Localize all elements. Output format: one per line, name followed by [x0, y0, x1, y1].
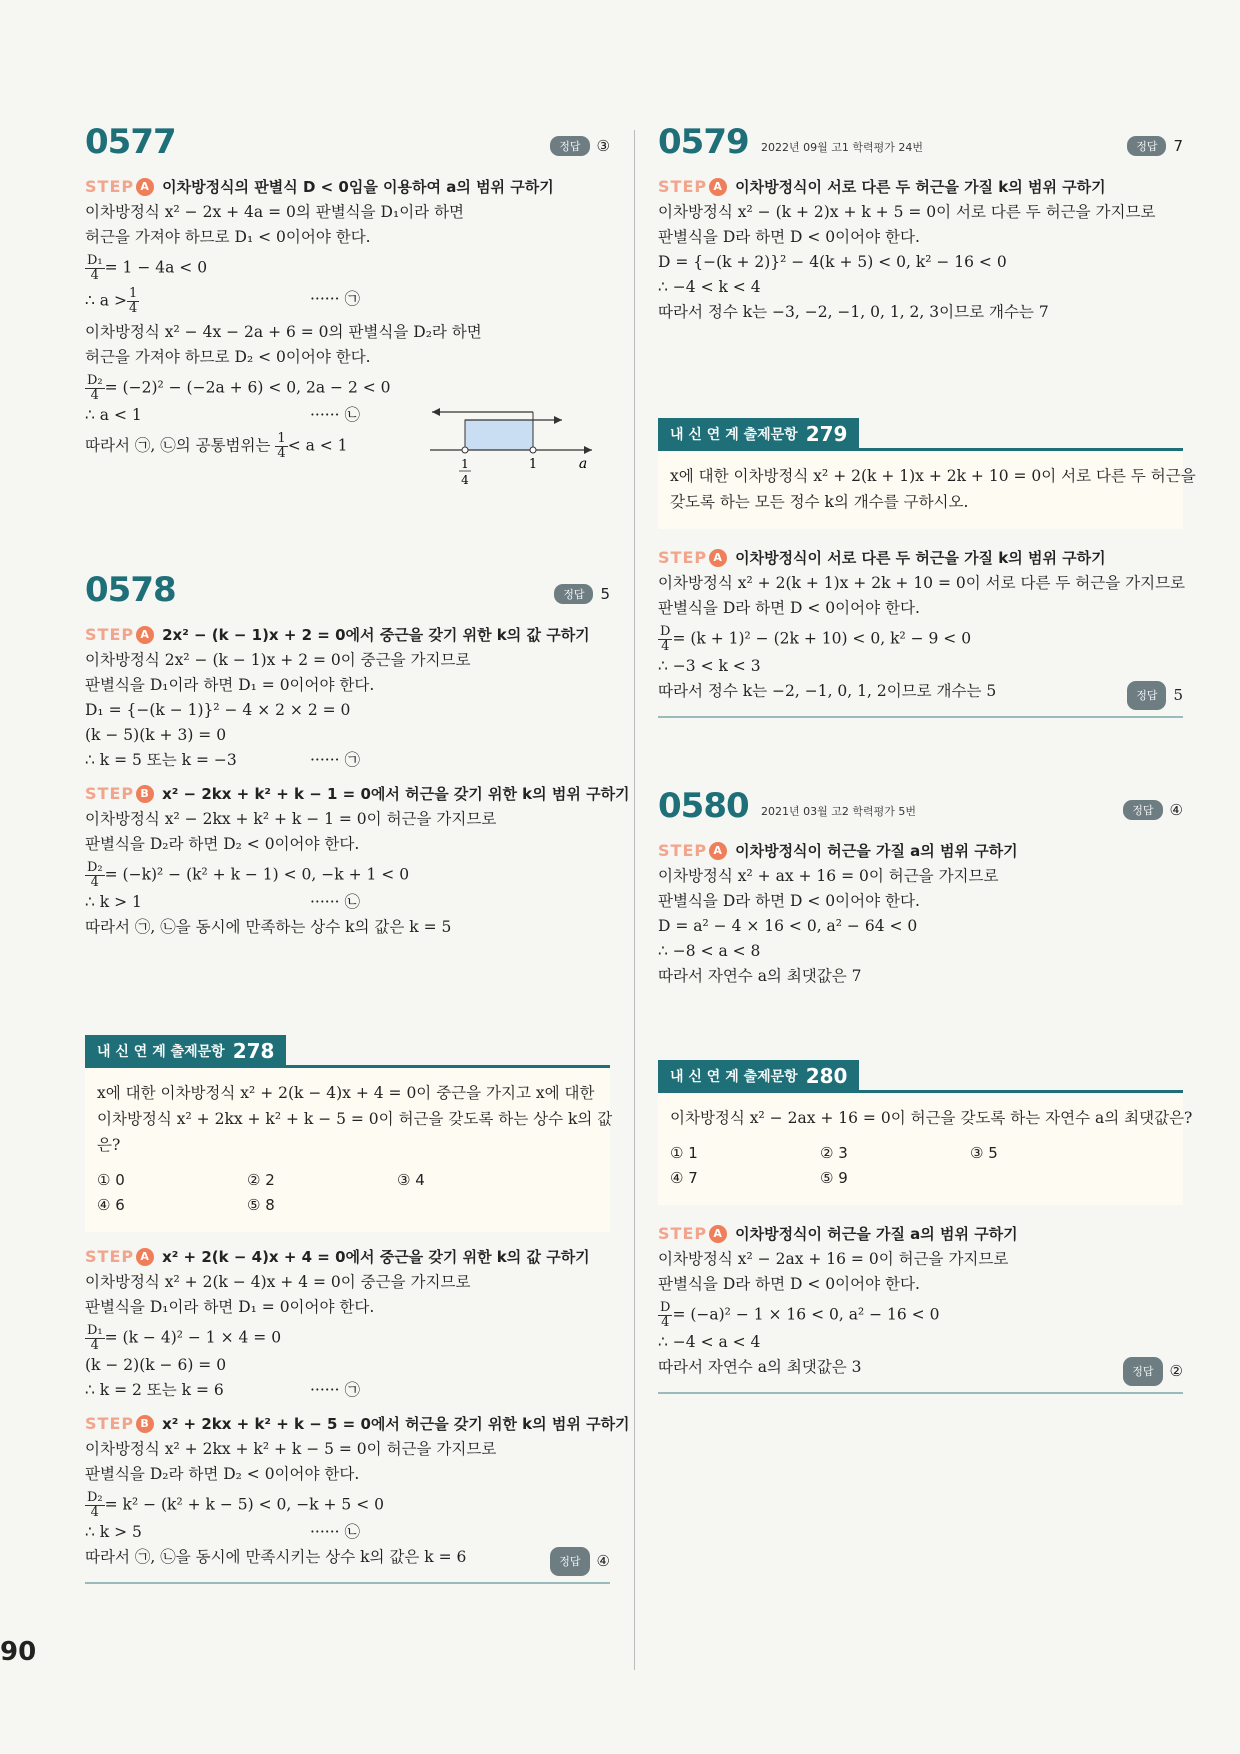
- solution-line: ∴ a < 1 ······ ㉡: [85, 403, 610, 428]
- step-title: 2x² − (k − 1)x + 2 = 0에서 중근을 갖기 위한 k의 값 구하기: [162, 626, 590, 644]
- tab-label: 내 신 연 계 출제문항: [670, 427, 798, 443]
- step-a-icon: A: [709, 549, 727, 567]
- tick-label: 4: [461, 473, 469, 487]
- option[interactable]: ⑤ 9: [820, 1169, 848, 1187]
- step-title: x² + 2(k − 4)x + 4 = 0에서 중근을 갖기 위한 k의 값 구하기: [162, 1248, 590, 1266]
- fraction: $\frac{D}{4}$: [660, 624, 671, 654]
- answer: [550, 1547, 610, 1576]
- fraction: $\frac{1}{4}$: [128, 286, 138, 316]
- step-title: x² − 2kx + k² + k − 1 = 0에서 허근을 갖기 위한 k의 범위 구하기: [162, 785, 630, 803]
- answer-badge: 정답: [554, 584, 593, 604]
- solution-line: ∴ k = 5 또는 k = −3 ······ ㉠: [85, 748, 610, 773]
- answer-value: ④: [596, 1552, 610, 1570]
- step-title: x² + 2kx + k² + k − 5 = 0에서 허근을 갖기 위한 k의 범위 구하기: [162, 1415, 630, 1433]
- step-label: STEP: [85, 1247, 135, 1266]
- step-label: STEP: [658, 177, 708, 196]
- solution-line: 판별식을 D₂라 하면 D₂ < 0이어야 한다.: [85, 1465, 360, 1483]
- question-line: 갖도록 하는 모든 정수 k의 개수를 구하시오.: [670, 493, 969, 511]
- option[interactable]: ③ 5: [970, 1144, 998, 1162]
- solution-line: 이차방정식 x² + 2(k − 4)x + 4 = 0이 중근을 가지므로: [85, 1273, 471, 1291]
- options: [97, 1168, 598, 1218]
- equation-mark: ······ ㉡: [310, 893, 360, 911]
- answer-badge: 정답: [1127, 136, 1166, 156]
- solution-line: $\frac{\text{D₂}}{4}$ = (−2)² − (−2a + 6) < 0, 2a − 2 < 0: [87, 373, 391, 403]
- answer: [1123, 1357, 1183, 1386]
- answer-badge: 정답: [1123, 800, 1162, 820]
- step-title: 이차방정식이 허근을 가질 a의 범위 구하기: [735, 1225, 1018, 1243]
- solution-line: $\frac{D}{4}$ = (−a)² − 1 × 16 < 0, a² − 16 < 0: [660, 1300, 940, 1330]
- step-b-heading: [85, 783, 630, 804]
- step-a-heading: [85, 176, 610, 197]
- answer-badge: 정답: [1127, 681, 1166, 710]
- solution-line: 판별식을 D라 하면 D < 0이어야 한다.: [658, 1275, 920, 1293]
- solution-line: 이차방정식 2x² − (k − 1)x + 2 = 0이 중근을 가지므로: [85, 651, 471, 669]
- step-a-heading: [658, 547, 1183, 568]
- solution-line: 허근을 가져야 하므로 D₁ < 0이어야 한다.: [85, 228, 371, 246]
- tab-label: 내 신 연 계 출제문항: [97, 1044, 225, 1060]
- fraction: $\frac{\text{D₁}}{4}$: [87, 253, 103, 283]
- solution-line: 이차방정식 x² − 2x + 4a = 0의 판별식을 D₁이라 하면: [85, 203, 465, 221]
- step-a-icon: A: [709, 178, 727, 196]
- related-problem-279: [658, 418, 1196, 718]
- answer: [550, 136, 610, 156]
- option[interactable]: ① 0: [97, 1171, 125, 1189]
- solution-line: (k − 2)(k − 6) = 0: [85, 1356, 227, 1374]
- number-line-diagram: [420, 400, 600, 490]
- equation-mark: ······ ㉡: [310, 406, 360, 424]
- solution-line: ∴ k > 1 ······ ㉡: [85, 890, 610, 915]
- problem-source: 2022년 09월 고1 학력평가 24번: [761, 141, 923, 154]
- answer-value: ②: [1169, 1362, 1183, 1380]
- fraction: $\frac{\text{D₁}}{4}$: [87, 1323, 103, 1353]
- step-label: STEP: [658, 841, 708, 860]
- answer: [1123, 800, 1183, 820]
- answer-badge: 정답: [550, 1547, 589, 1576]
- solution-line: (k − 5)(k + 3) = 0: [85, 726, 227, 744]
- divider: [85, 1582, 610, 1584]
- step-a-heading: [85, 624, 610, 645]
- problem-0577: [85, 120, 610, 487]
- solution-line: 이차방정식 x² + 2(k + 1)x + 2k + 10 = 0이 서로 다른 두 허근을 가지므로: [658, 574, 1186, 592]
- option[interactable]: ② 3: [820, 1144, 848, 1162]
- step-a-heading: [658, 1223, 1183, 1244]
- solution-line: 판별식을 D₁이라 하면 D₁ = 0이어야 한다.: [85, 1298, 375, 1316]
- solution-line: 따라서 자연수 a의 최댓값은 7: [658, 967, 862, 985]
- tick-label: 1: [461, 457, 469, 471]
- fraction: $\frac{D}{4}$: [660, 1300, 671, 1330]
- tick-label: 1: [528, 457, 538, 472]
- answer: [554, 584, 610, 604]
- related-problem-278: [85, 1035, 630, 1584]
- step-a-icon: A: [136, 1248, 154, 1266]
- answer-badge: 정답: [550, 136, 589, 156]
- solution-line: ∴ a > $\frac{1}{4}$ ······ ㉠: [85, 286, 360, 316]
- problem-number: 0578: [85, 570, 176, 610]
- solution-line: D₁ = {−(k − 1)}² − 4 × 2 × 2 = 0: [85, 701, 351, 719]
- answer: [1127, 681, 1183, 710]
- option[interactable]: ③ 4: [397, 1171, 425, 1189]
- solution-line: 따라서 자연수 a의 최댓값은 3 정답 ②: [658, 1355, 1183, 1380]
- tab-number: 279: [805, 422, 848, 446]
- solution-line: ∴ k = 2 또는 k = 6 ······ ㉠: [85, 1378, 610, 1403]
- step-label: STEP: [85, 1414, 135, 1433]
- solution-line: 따라서 ㉠, ㉡을 동시에 만족시키는 상수 k의 값은 k = 6 정답 ④: [85, 1545, 610, 1570]
- column-divider: [634, 130, 635, 1670]
- equation-mark: ······ ㉠: [310, 290, 360, 308]
- related-problem-280: [658, 1060, 1193, 1394]
- step-a-icon: A: [709, 842, 727, 860]
- answer-value: 7: [1173, 137, 1183, 155]
- tab-number: 280: [805, 1064, 848, 1088]
- solution-line: 따라서 정수 k는 −2, −1, 0, 1, 2이므로 개수는 5 정답 5: [658, 679, 1183, 704]
- step-title: 이차방정식이 서로 다른 두 허근을 가질 k의 범위 구하기: [735, 178, 1106, 196]
- solution-line: ∴ −4 < a < 4: [658, 1333, 761, 1351]
- question-line: x에 대한 이차방정식 x² + 2(k + 1)x + 2k + 10 = 0이 서로 다른 두 허근을: [670, 467, 1196, 485]
- answer-value: 5: [600, 585, 610, 603]
- problem-number: 0580: [658, 786, 749, 826]
- solution-line: 허근을 가져야 하므로 D₂ < 0이어야 한다.: [85, 348, 371, 366]
- problem-number: 0579: [658, 122, 749, 162]
- solution-line: 따라서 ㉠, ㉡의 공통범위는 $\frac{1}{4}$ < a < 1: [85, 431, 348, 461]
- solution-line: 판별식을 D라 하면 D < 0이어야 한다.: [658, 599, 920, 617]
- question-line: 이차방정식 x² − 2ax + 16 = 0이 허근을 갖도록 하는 자연수 a의 최댓값은?: [670, 1109, 1193, 1127]
- tab-label: 내 신 연 계 출제문항: [670, 1069, 798, 1085]
- question-line: 은?: [97, 1136, 121, 1154]
- step-a-icon: A: [709, 1225, 727, 1243]
- step-label: STEP: [85, 177, 135, 196]
- solution-line: 이차방정식 x² − 2kx + k² + k − 1 = 0이 허근을 가지므로: [85, 810, 497, 828]
- solution-line: 판별식을 D₂라 하면 D₂ < 0이어야 한다.: [85, 835, 360, 853]
- option[interactable]: ② 2: [247, 1171, 275, 1189]
- step-b-heading: [85, 1413, 630, 1434]
- fraction: $\frac{\text{D₂}}{4}$: [87, 1490, 103, 1520]
- question-line: x에 대한 이차방정식 x² + 2(k − 4)x + 4 = 0이 중근을 가지고 x에 대한: [97, 1084, 595, 1102]
- related-problem-tab: [658, 1060, 859, 1092]
- fraction: $\frac{1}{4}$: [277, 431, 286, 461]
- solution-line: 이차방정식 x² + ax + 16 = 0이 허근을 가지므로: [658, 867, 999, 885]
- step-a-heading: [658, 840, 1183, 861]
- fraction: $\frac{\text{D₂}}{4}$: [87, 373, 103, 403]
- solution-line: 이차방정식 x² − (k + 2)x + k + 5 = 0이 서로 다른 두 허근을 가지므로: [658, 203, 1156, 221]
- step-title: 이차방정식의 판별식 D < 0임을 이용하여 a의 범위 구하기: [162, 178, 554, 196]
- solution-line: $\frac{\text{D₂}}{4}$ = (−k)² − (k² + k − 1) < 0, −k + 1 < 0: [87, 860, 410, 890]
- solution-line: ∴ −8 < a < 8: [658, 942, 761, 960]
- question-line: 이차방정식 x² + 2kx + k² + k − 5 = 0이 허근을 갖도록 하는 상수 k의 값: [97, 1110, 613, 1128]
- answer-value: ③: [596, 137, 610, 155]
- related-problem-box: [658, 1090, 1193, 1205]
- option[interactable]: ⑤ 8: [247, 1196, 275, 1214]
- solution-line: 이차방정식 x² − 2ax + 16 = 0이 허근을 가지므로: [658, 1250, 1009, 1268]
- divider: [658, 1392, 1183, 1394]
- equation-mark: ······ ㉠: [310, 751, 360, 769]
- step-label: STEP: [85, 784, 135, 803]
- problem-source: 2021년 03월 고2 학력평가 5번: [761, 805, 916, 818]
- step-b-icon: B: [136, 1415, 154, 1433]
- option[interactable]: ④ 7: [670, 1169, 698, 1187]
- solution-line: D = {−(k + 2)}² − 4(k + 5) < 0, k² − 16 < 0: [658, 253, 1007, 271]
- related-problem-box: [658, 448, 1196, 529]
- step-a-heading: [658, 176, 1183, 197]
- solution-line: ∴ −3 < k < 3: [658, 657, 761, 675]
- step-a-icon: A: [136, 178, 154, 196]
- step-a-heading: [85, 1246, 610, 1267]
- solution-line: D = a² − 4 × 16 < 0, a² − 64 < 0: [658, 917, 918, 935]
- solution-line: $\frac{D}{4}$ = (k + 1)² − (2k + 10) < 0, k² − 9 < 0: [660, 624, 972, 654]
- option[interactable]: ④ 6: [97, 1196, 125, 1214]
- related-problem-tab: [658, 418, 859, 450]
- answer-badge: 정답: [1123, 1357, 1162, 1386]
- step-label: STEP: [85, 625, 135, 644]
- equation-mark: ······ ㉠: [310, 1381, 360, 1399]
- related-problem-box: [85, 1065, 613, 1232]
- option[interactable]: ① 1: [670, 1144, 698, 1162]
- solution-line: 이차방정식 x² − 4x − 2a + 6 = 0의 판별식을 D₂라 하면: [85, 323, 482, 341]
- solution-line: 따라서 정수 k는 −3, −2, −1, 0, 1, 2, 3이므로 개수는 7: [658, 303, 1049, 321]
- problem-number: 0577: [85, 122, 176, 162]
- tab-number: 278: [232, 1039, 275, 1063]
- answer-value: ④: [1169, 801, 1183, 819]
- problem-0580: [658, 784, 1183, 989]
- solution-line: 이차방정식 x² + 2kx + k² + k − 5 = 0이 허근을 가지므로: [85, 1440, 497, 1458]
- related-problem-tab: [85, 1035, 286, 1067]
- solution-line: $\frac{\text{D₁}}{4}$ = 1 − 4a < 0: [87, 253, 208, 283]
- fraction: $\frac{\text{D₂}}{4}$: [87, 860, 103, 890]
- divider: [658, 716, 1183, 718]
- page-number: 90: [0, 1637, 37, 1667]
- solution-line: $\frac{\text{D₁}}{4}$ = (k − 4)² − 1 × 4 = 0: [87, 1323, 282, 1353]
- equation-mark: ······ ㉡: [310, 1523, 360, 1541]
- solution-line: 따라서 ㉠, ㉡을 동시에 만족하는 상수 k의 값은 k = 5: [85, 918, 452, 936]
- answer-value: 5: [1173, 686, 1183, 704]
- problem-0578: [85, 568, 630, 940]
- step-b-icon: B: [136, 785, 154, 803]
- solution-line: ∴ −4 < k < 4: [658, 278, 761, 296]
- solution-line: ∴ k > 5 ······ ㉡: [85, 1520, 610, 1545]
- axis-variable: a: [578, 456, 588, 472]
- problem-0579: [658, 120, 1183, 325]
- step-label: STEP: [658, 1224, 708, 1243]
- solution-line: 판별식을 D라 하면 D < 0이어야 한다.: [658, 892, 920, 910]
- solution-line: $\frac{\text{D₂}}{4}$ = k² − (k² + k − 5) < 0, −k + 5 < 0: [87, 1490, 384, 1520]
- step-title: 이차방정식이 서로 다른 두 허근을 가질 k의 범위 구하기: [735, 549, 1106, 567]
- step-title: 이차방정식이 허근을 가질 a의 범위 구하기: [735, 842, 1018, 860]
- answer: [1127, 136, 1183, 156]
- options: [670, 1141, 1171, 1191]
- step-a-icon: A: [136, 626, 154, 644]
- solution-line: 판별식을 D₁이라 하면 D₁ = 0이어야 한다.: [85, 676, 375, 694]
- step-label: STEP: [658, 548, 708, 567]
- solution-line: 판별식을 D라 하면 D < 0이어야 한다.: [658, 228, 920, 246]
